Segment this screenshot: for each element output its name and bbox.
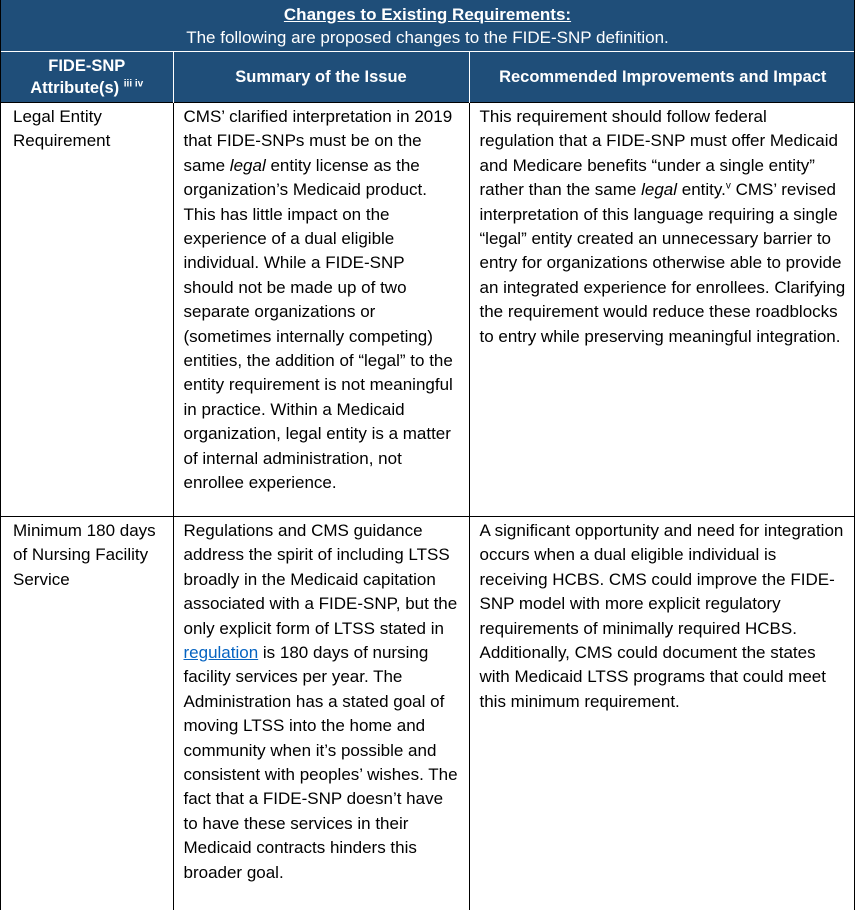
attribute-cell: Minimum 180 days of Nursing Facility Service	[1, 517, 173, 910]
table-header-row	[1, 52, 855, 103]
section-subtitle: The following are proposed changes to the FIDE-SNP definition.	[186, 28, 669, 47]
column-header-summary: Summary of the Issue	[173, 52, 469, 103]
requirements-table	[1, 52, 855, 910]
column-header-attribute-label: FIDE-SNP Attribute(s)	[30, 57, 126, 97]
section-banner	[1, 0, 854, 52]
recommendation-cell	[469, 103, 855, 517]
emphasis-legal: legal	[641, 180, 678, 200]
column-header-attribute-footnotes: iii iv	[123, 78, 144, 90]
section-title: Changes to Existing Requirements:	[283, 5, 572, 24]
column-header-recommendation: Recommended Improvements and Impact	[469, 52, 855, 103]
recommendation-text-continued: entity.	[677, 180, 726, 200]
recommendation-text: This requirement should follow federal regulation that a FIDE-SNP must offer Medicaid and Medicare benefits “under a single entity” rather than the same	[479, 107, 838, 200]
table-row	[1, 517, 855, 910]
recommendation-cell: A significant opportunity and need for integration occurs when a dual eligible individual is receiving HCBS. CMS could improve the FIDE-SNP model with more explicit regulatory requirements of minimally required HCBS. Additionally, CMS could document the states with Medicaid LTSS programs that could meet this minimum requirement.	[469, 517, 855, 910]
summary-cell	[173, 517, 469, 910]
summary-text: CMS’ clarified interpretation in 2019 that FIDE-SNPs must be on the same	[183, 107, 453, 175]
regulation-link[interactable]: regulation	[183, 643, 259, 663]
summary-text-continued: entity license as the organization’s Medicaid product. This has little impact on the experience of a dual eligible individual. While a FIDE-SNP should not be made up of two separate organizations or (sometimes internally competing) entities, the addition of “legal” to the entity requirement is not meaningful in practice. Within a Medicaid organization, legal entity is a matter of internal administration, not enrollee experience.	[183, 155, 453, 493]
column-header-attribute	[1, 52, 173, 103]
emphasis-legal: legal	[229, 155, 266, 175]
recommendation-text-end: CMS’ revised interpretation of this language requiring a single “legal” entity created an unnecessary barrier to entry for organizations otherwise able to provide an integrated experience for enrollees. Clarifying the requirement would reduce these roadblocks to entry while preserving meaningful integration.	[479, 180, 846, 346]
table-row	[1, 103, 855, 517]
footnote-reference: v	[725, 180, 731, 192]
summary-cell	[173, 103, 469, 517]
summary-text-continued: is 180 days of nursing facility services per year. The Administration has a stated goal of moving LTSS into the home and community when it’s possible and consistent with peoples’ wishes. The fact that a FIDE-SNP doesn’t have to have these services in their Medicaid contracts hinders this broader goal.	[183, 643, 458, 882]
summary-text: Regulations and CMS guidance address the spirit of including LTSS broadly in the Medicaid capitation associated with a FIDE-SNP, but the only explicit form of LTSS stated in	[183, 521, 458, 638]
attribute-cell: Legal Entity Requirement	[1, 103, 173, 517]
